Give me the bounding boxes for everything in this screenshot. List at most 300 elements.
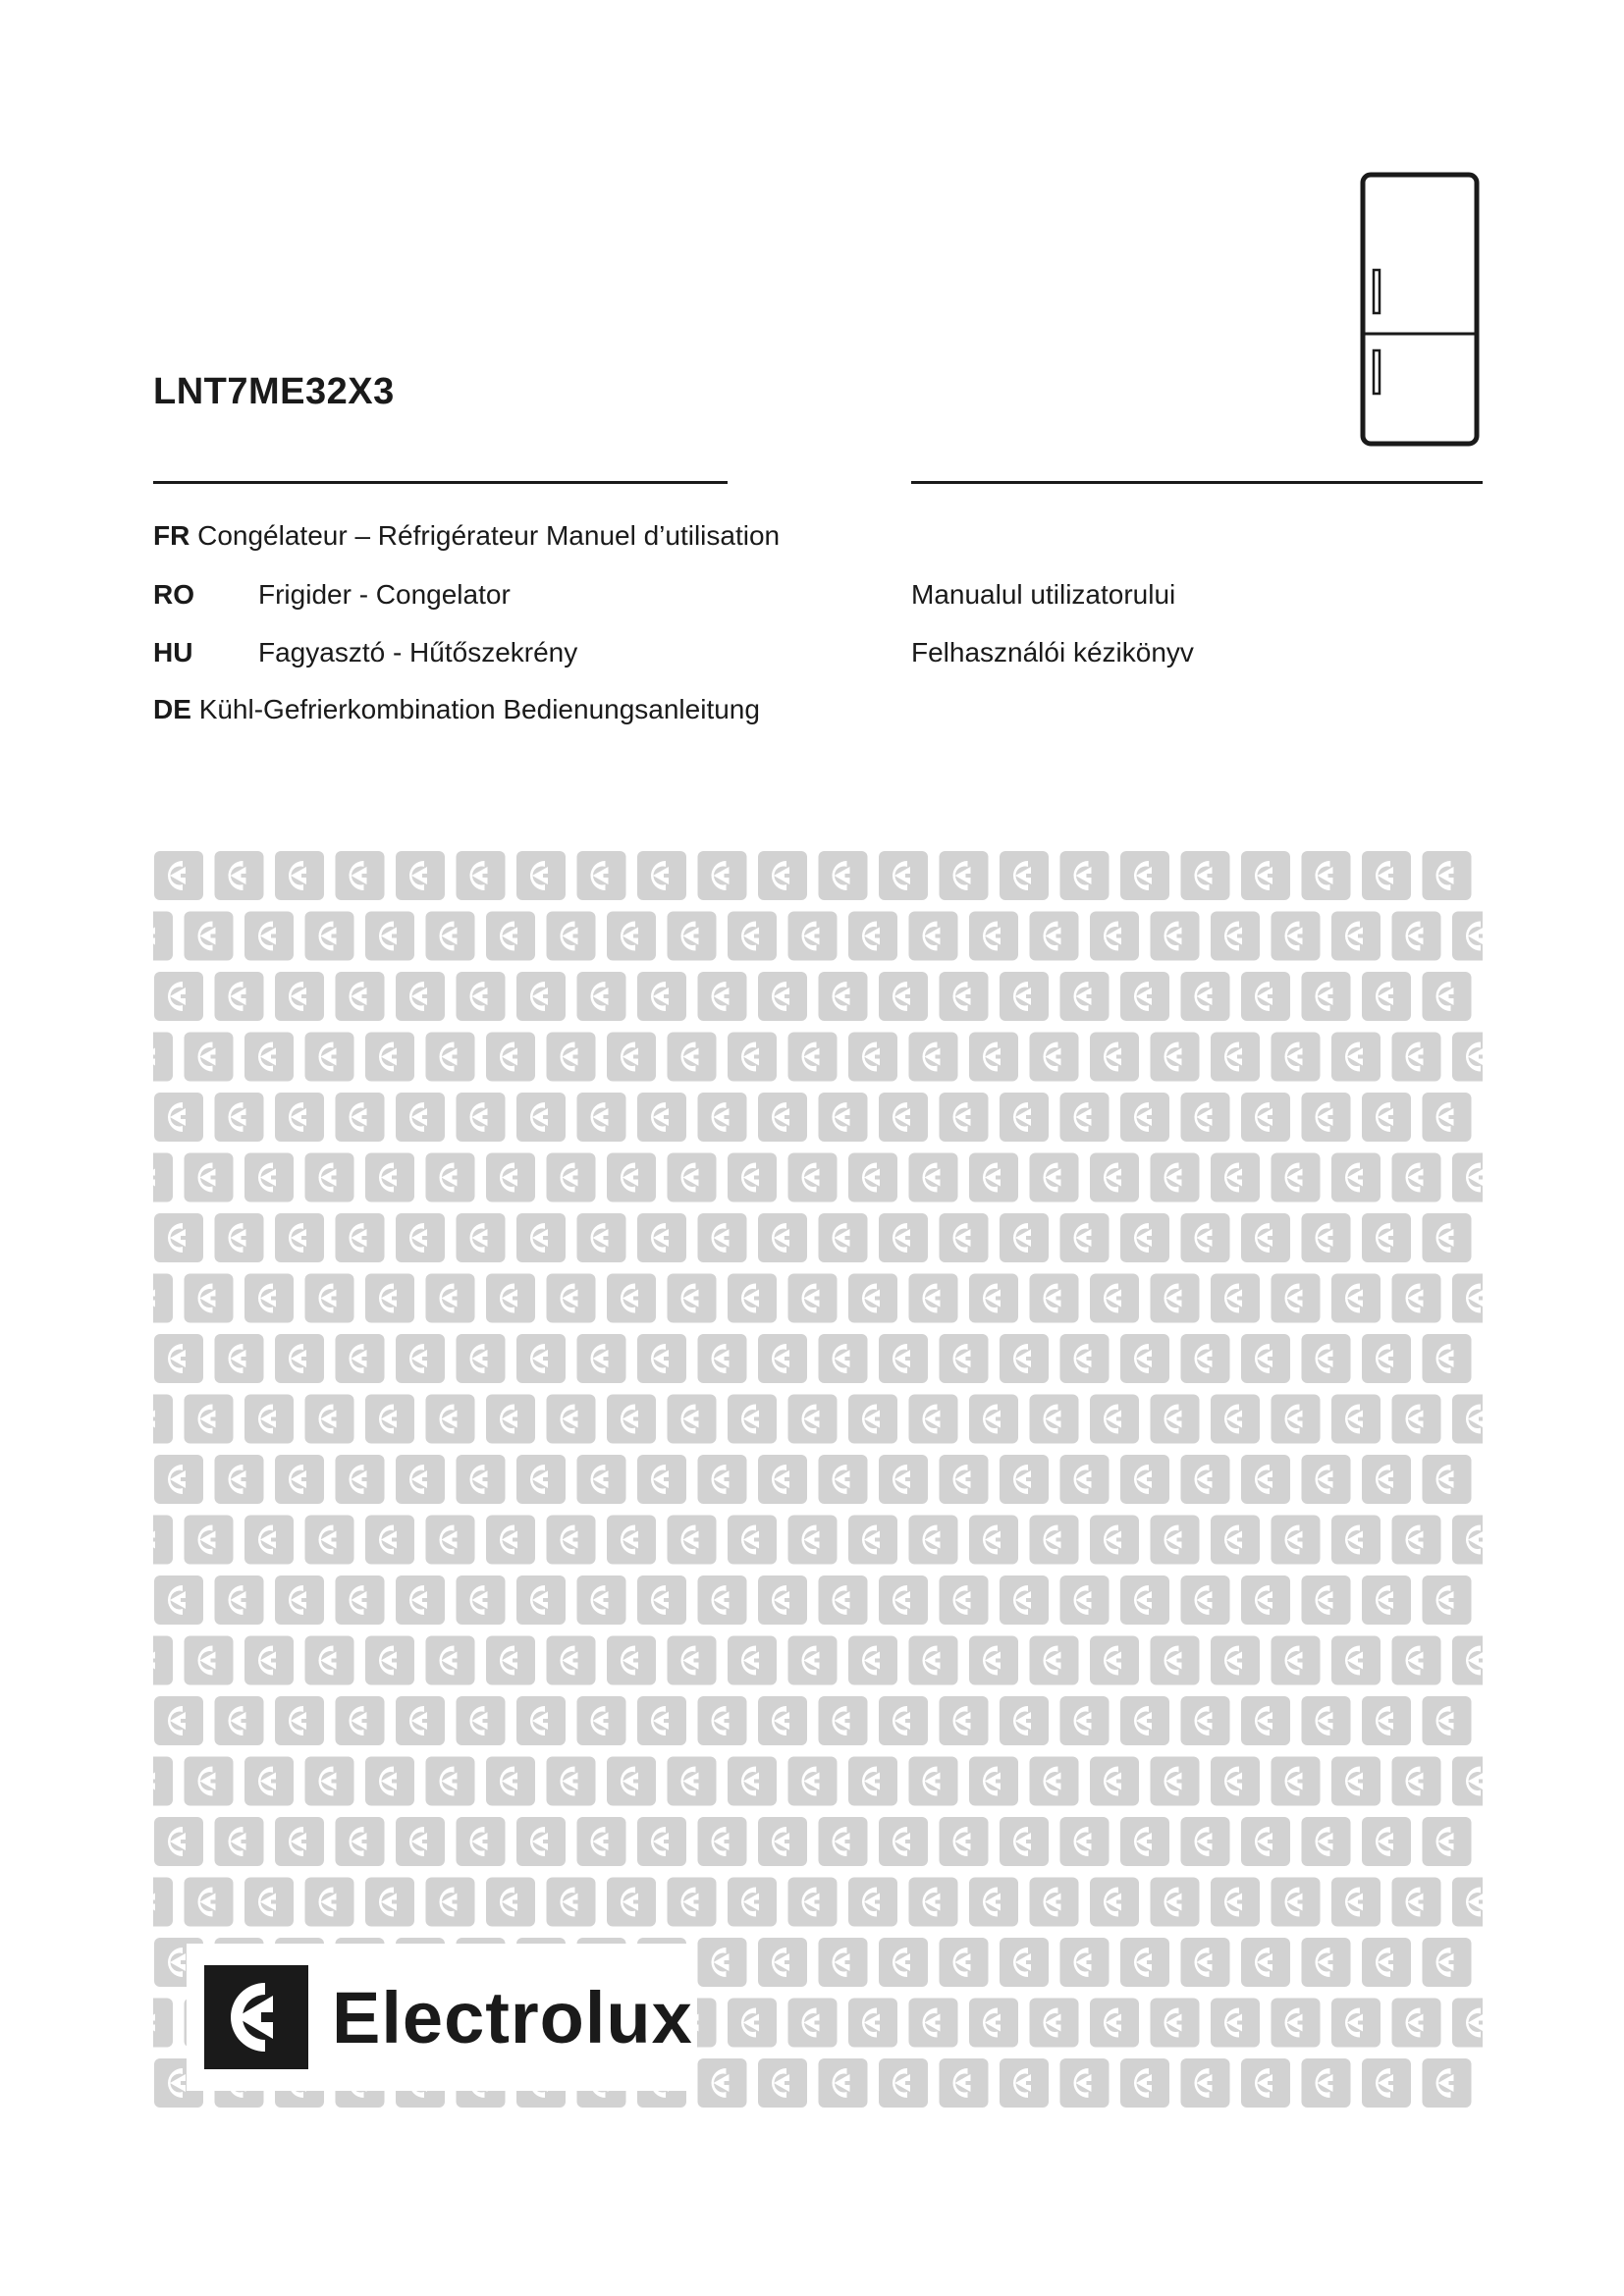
pattern-tile-icon [516, 1696, 566, 1745]
pattern-tile-icon [1302, 1817, 1351, 1866]
pattern-tile-icon [153, 1516, 173, 1565]
pattern-tile-icon [1362, 1213, 1411, 1262]
pattern-tile-icon [396, 972, 445, 1021]
pattern-tile-icon [879, 1455, 928, 1504]
pattern-tile-icon [1181, 1575, 1230, 1625]
pattern-tile-icon [457, 1213, 506, 1262]
pattern-tile-icon [1030, 1636, 1079, 1685]
pattern-tile-icon [1090, 1878, 1139, 1927]
pattern-tile-icon [336, 1455, 385, 1504]
pattern-tile-icon [154, 1334, 203, 1383]
pattern-tile-icon [336, 851, 385, 900]
pattern-tile-icon [244, 1395, 294, 1444]
pattern-tile-icon [909, 1636, 958, 1685]
pattern-tile-icon [1241, 1696, 1290, 1745]
pattern-tile-icon [1120, 1817, 1169, 1866]
pattern-tile-icon [1090, 1757, 1139, 1806]
pattern-tile-icon [788, 912, 838, 961]
language-code: DE [153, 694, 191, 724]
pattern-tile-icon [305, 1395, 354, 1444]
pattern-tile-icon [336, 1817, 385, 1866]
pattern-tile-icon [1423, 972, 1472, 1021]
pattern-tile-icon [215, 1696, 264, 1745]
pattern-tile-icon [154, 1455, 203, 1504]
pattern-tile-icon [1151, 1516, 1200, 1565]
pattern-tile-icon [1392, 1395, 1441, 1444]
pattern-tile-icon [1120, 972, 1169, 1021]
pattern-tile-icon [1120, 851, 1169, 900]
pattern-tile-icon [1060, 1696, 1110, 1745]
pattern-tile-icon [1211, 1516, 1260, 1565]
pattern-tile-icon [728, 1153, 777, 1202]
pattern-tile-icon [728, 1999, 777, 2048]
pattern-tile-icon [1392, 1757, 1441, 1806]
pattern-tile-icon [275, 972, 324, 1021]
pattern-tile-icon [1151, 1757, 1200, 1806]
pattern-tile-icon [758, 1575, 807, 1625]
pattern-tile-icon [244, 1033, 294, 1082]
pattern-tile-icon [1120, 1093, 1169, 1142]
pattern-tile-icon [879, 1938, 928, 1987]
pattern-tile-icon [728, 1033, 777, 1082]
pattern-tile-icon [1090, 1999, 1139, 2048]
pattern-tile-icon [457, 851, 506, 900]
language-line-de [153, 694, 760, 725]
pattern-tile-icon [1030, 1878, 1079, 1927]
pattern-tile-icon [1181, 851, 1230, 900]
pattern-tile-icon [1181, 972, 1230, 1021]
pattern-tile-icon [1302, 972, 1351, 1021]
pattern-tile-icon [1181, 1455, 1230, 1504]
pattern-tile-icon [637, 1455, 686, 1504]
pattern-tile-icon [1060, 2058, 1110, 2108]
pattern-tile-icon [154, 972, 203, 1021]
pattern-tile-icon [1241, 2058, 1290, 2108]
pattern-tile-icon [788, 1636, 838, 1685]
brand-logo [187, 1944, 697, 2091]
pattern-tile-icon [1241, 1455, 1290, 1504]
pattern-tile-icon [1362, 2058, 1411, 2108]
language-code: RO [153, 579, 194, 610]
pattern-tile-icon [336, 1213, 385, 1262]
pattern-tile-icon [577, 1817, 626, 1866]
pattern-tile-icon [728, 912, 777, 961]
pattern-tile-icon [396, 1696, 445, 1745]
pattern-tile-icon [486, 1153, 535, 1202]
pattern-tile-icon [275, 1334, 324, 1383]
pattern-tile-icon [848, 1878, 897, 1927]
pattern-tile-icon [215, 1817, 264, 1866]
pattern-tile-icon [848, 1395, 897, 1444]
pattern-tile-icon [1000, 1334, 1049, 1383]
pattern-tile-icon [1423, 1455, 1472, 1504]
pattern-tile-icon [336, 1093, 385, 1142]
pattern-tile-icon [1423, 851, 1472, 900]
pattern-tile-icon [1272, 1153, 1321, 1202]
pattern-tile-icon [305, 1033, 354, 1082]
language-line-ro [153, 579, 194, 611]
pattern-tile-icon [1272, 1757, 1321, 1806]
pattern-tile-icon [848, 1636, 897, 1685]
pattern-tile-icon [788, 1878, 838, 1927]
pattern-tile-icon [969, 1395, 1018, 1444]
pattern-tile-icon [969, 1274, 1018, 1323]
pattern-tile-icon [547, 1757, 596, 1806]
pattern-tile-icon [1030, 1274, 1079, 1323]
pattern-tile-icon [215, 1455, 264, 1504]
pattern-tile-icon [275, 851, 324, 900]
pattern-tile-icon [1272, 1999, 1321, 2048]
pattern-tile-icon [1241, 1817, 1290, 1866]
pattern-tile-icon [848, 1516, 897, 1565]
pattern-tile-icon [426, 1757, 475, 1806]
pattern-tile-icon [909, 1153, 958, 1202]
pattern-tile-icon [1392, 1878, 1441, 1927]
pattern-tile-icon [516, 1093, 566, 1142]
pattern-tile-icon [275, 1696, 324, 1745]
pattern-tile-icon [607, 1153, 656, 1202]
pattern-tile-icon [244, 1153, 294, 1202]
pattern-tile-icon [547, 1878, 596, 1927]
pattern-tile-icon [909, 1999, 958, 2048]
pattern-tile-icon [1241, 1938, 1290, 1987]
product-title: Kühl-Gefrierkombination Bedienungsanleitung [198, 694, 760, 724]
pattern-tile-icon [154, 851, 203, 900]
pattern-tile-icon [1272, 1636, 1321, 1685]
pattern-tile-icon [940, 1093, 989, 1142]
pattern-tile-icon [215, 851, 264, 900]
pattern-tile-icon [668, 912, 717, 961]
pattern-tile-icon [154, 1213, 203, 1262]
pattern-tile-icon [1331, 1395, 1380, 1444]
pattern-tile-icon [1452, 1274, 1483, 1323]
pattern-tile-icon [940, 1455, 989, 1504]
pattern-tile-icon [819, 972, 868, 1021]
pattern-tile-icon [336, 1696, 385, 1745]
language-code: FR [153, 520, 190, 551]
pattern-tile-icon [153, 1033, 173, 1082]
divider-left [153, 481, 728, 484]
pattern-tile-icon [819, 851, 868, 900]
pattern-tile-icon [1452, 1636, 1483, 1685]
pattern-tile-icon [788, 1999, 838, 2048]
pattern-tile-icon [516, 1575, 566, 1625]
pattern-tile-icon [1060, 1938, 1110, 1987]
pattern-tile-icon [1000, 851, 1049, 900]
pattern-tile-icon [185, 1274, 234, 1323]
pattern-tile-icon [1331, 1033, 1380, 1082]
pattern-tile-icon [969, 912, 1018, 961]
pattern-tile-icon [1000, 1696, 1049, 1745]
fridge-freezer-icon [1360, 172, 1480, 447]
pattern-tile-icon [1181, 1817, 1230, 1866]
pattern-tile-icon [365, 912, 414, 961]
pattern-tile-icon [1392, 1516, 1441, 1565]
pattern-tile-icon [1000, 1575, 1049, 1625]
pattern-tile-icon [185, 1153, 234, 1202]
pattern-tile-icon [758, 1696, 807, 1745]
pattern-tile-icon [788, 1033, 838, 1082]
pattern-tile-icon [1211, 1757, 1260, 1806]
pattern-tile-icon [516, 1213, 566, 1262]
pattern-tile-icon [788, 1757, 838, 1806]
model-title: LNT7ME32X3 [153, 371, 395, 412]
pattern-tile-icon [1090, 1033, 1139, 1082]
pattern-tile-icon [1452, 912, 1483, 961]
pattern-tile-icon [1452, 1999, 1483, 2048]
pattern-tile-icon [1331, 1999, 1380, 2048]
pattern-tile-icon [577, 1093, 626, 1142]
pattern-tile-icon [1060, 1817, 1110, 1866]
pattern-tile-icon [879, 851, 928, 900]
pattern-tile-icon [698, 1213, 747, 1262]
language-line-hu [153, 637, 192, 668]
pattern-tile-icon [940, 851, 989, 900]
pattern-tile-icon [153, 1636, 173, 1685]
pattern-tile-icon [788, 1516, 838, 1565]
pattern-tile-icon [1000, 972, 1049, 1021]
pattern-tile-icon [1000, 1455, 1049, 1504]
divider-right [911, 481, 1483, 484]
pattern-tile-icon [1120, 1575, 1169, 1625]
pattern-tile-icon [1392, 1274, 1441, 1323]
pattern-tile-icon [305, 912, 354, 961]
pattern-tile-icon [1090, 1395, 1139, 1444]
pattern-tile-icon [1241, 1093, 1290, 1142]
pattern-tile-icon [486, 1033, 535, 1082]
pattern-tile-icon [668, 1516, 717, 1565]
pattern-tile-icon [547, 912, 596, 961]
pattern-tile-icon [336, 1334, 385, 1383]
pattern-tile-icon [788, 1274, 838, 1323]
pattern-tile-icon [1151, 1878, 1200, 1927]
pattern-tile-icon [426, 1274, 475, 1323]
pattern-tile-icon [1423, 1334, 1472, 1383]
pattern-tile-icon [1331, 912, 1380, 961]
pattern-tile-icon [486, 1395, 535, 1444]
product-title-ro: Frigider - Congelator [258, 579, 511, 610]
pattern-tile-icon [637, 1093, 686, 1142]
pattern-tile-icon [244, 1516, 294, 1565]
pattern-tile-icon [1181, 2058, 1230, 2108]
electrolux-logo-icon [204, 1965, 308, 2069]
pattern-tile-icon [1090, 1516, 1139, 1565]
pattern-tile-icon [457, 1334, 506, 1383]
pattern-tile-icon [1452, 1395, 1483, 1444]
pattern-tile-icon [819, 1455, 868, 1504]
pattern-tile-icon [1060, 1334, 1110, 1383]
pattern-tile-icon [879, 1093, 928, 1142]
pattern-tile-icon [185, 912, 234, 961]
pattern-tile-icon [1272, 912, 1321, 961]
pattern-tile-icon [1302, 1696, 1351, 1745]
pattern-tile-icon [698, 2058, 747, 2108]
brand-name: Electrolux [332, 1977, 693, 2058]
pattern-tile-icon [1331, 1757, 1380, 1806]
pattern-tile-icon [1272, 1878, 1321, 1927]
pattern-tile-icon [426, 1516, 475, 1565]
pattern-tile-icon [698, 1575, 747, 1625]
pattern-tile-icon [728, 1274, 777, 1323]
pattern-tile-icon [154, 1575, 203, 1625]
pattern-tile-icon [637, 1213, 686, 1262]
pattern-tile-icon [1452, 1033, 1483, 1082]
pattern-tile-icon [698, 1334, 747, 1383]
pattern-tile-icon [909, 1395, 958, 1444]
pattern-tile-icon [698, 1093, 747, 1142]
pattern-tile-icon [275, 1455, 324, 1504]
pattern-tile-icon [758, 851, 807, 900]
pattern-tile-icon [1181, 1093, 1230, 1142]
pattern-tile-icon [547, 1395, 596, 1444]
pattern-tile-icon [788, 1153, 838, 1202]
pattern-tile-icon [516, 1455, 566, 1504]
pattern-tile-icon [486, 1636, 535, 1685]
pattern-tile-icon [457, 972, 506, 1021]
pattern-tile-icon [940, 972, 989, 1021]
pattern-tile-icon [1423, 1213, 1472, 1262]
pattern-tile-icon [848, 1033, 897, 1082]
pattern-tile-icon [1151, 1636, 1200, 1685]
pattern-tile-icon [336, 972, 385, 1021]
pattern-tile-icon [426, 1395, 475, 1444]
pattern-tile-icon [457, 1817, 506, 1866]
pattern-tile-icon [607, 1033, 656, 1082]
pattern-tile-icon [969, 1999, 1018, 2048]
pattern-tile-icon [1331, 1153, 1380, 1202]
pattern-tile-icon [486, 1516, 535, 1565]
pattern-tile-icon [637, 851, 686, 900]
pattern-tile-icon [1030, 1757, 1079, 1806]
pattern-tile-icon [1302, 2058, 1351, 2108]
pattern-tile-icon [728, 1516, 777, 1565]
pattern-tile-icon [1151, 1999, 1200, 2048]
pattern-tile-icon [1362, 972, 1411, 1021]
product-title-hu: Fagyasztó - Hűtőszekrény [258, 637, 578, 667]
pattern-tile-icon [215, 1093, 264, 1142]
pattern-tile-icon [1181, 1938, 1230, 1987]
pattern-tile-icon [879, 1334, 928, 1383]
pattern-tile-icon [244, 912, 294, 961]
pattern-tile-icon [698, 851, 747, 900]
pattern-tile-icon [244, 1636, 294, 1685]
pattern-tile-icon [547, 1636, 596, 1685]
pattern-tile-icon [305, 1274, 354, 1323]
pattern-tile-icon [305, 1153, 354, 1202]
pattern-tile-icon [940, 1696, 989, 1745]
pattern-tile-icon [1211, 1153, 1260, 1202]
pattern-tile-icon [486, 1878, 535, 1927]
pattern-tile-icon [185, 1878, 234, 1927]
pattern-tile-icon [1211, 1636, 1260, 1685]
pattern-tile-icon [1211, 1033, 1260, 1082]
pattern-tile-icon [1452, 1878, 1483, 1927]
pattern-tile-icon [1151, 1274, 1200, 1323]
pattern-tile-icon [1000, 1093, 1049, 1142]
pattern-tile-icon [185, 1033, 234, 1082]
pattern-tile-icon [1120, 1213, 1169, 1262]
pattern-tile-icon [637, 1575, 686, 1625]
manual-title-ro: Manualul utilizatorului [911, 579, 1176, 610]
pattern-tile-icon [698, 1817, 747, 1866]
pattern-tile-icon [153, 1999, 173, 2048]
pattern-tile-icon [1000, 2058, 1049, 2108]
pattern-tile-icon [1331, 1516, 1380, 1565]
pattern-tile-icon [1241, 1575, 1290, 1625]
pattern-tile-icon [153, 1395, 173, 1444]
pattern-tile-icon [607, 1395, 656, 1444]
pattern-tile-icon [154, 1817, 203, 1866]
pattern-tile-icon [1030, 1516, 1079, 1565]
pattern-tile-icon [879, 972, 928, 1021]
pattern-tile-icon [940, 1575, 989, 1625]
pattern-tile-icon [1302, 1575, 1351, 1625]
pattern-tile-icon [1362, 1093, 1411, 1142]
pattern-tile-icon [396, 1093, 445, 1142]
pattern-tile-icon [1423, 1575, 1472, 1625]
pattern-tile-icon [637, 1334, 686, 1383]
pattern-tile-icon [275, 1093, 324, 1142]
pattern-tile-icon [819, 1575, 868, 1625]
pattern-tile-icon [275, 1575, 324, 1625]
pattern-tile-icon [1452, 1153, 1483, 1202]
pattern-tile-icon [185, 1636, 234, 1685]
pattern-tile-icon [1030, 1395, 1079, 1444]
pattern-tile-icon [1060, 851, 1110, 900]
pattern-tile-icon [396, 1455, 445, 1504]
pattern-tile-icon [1423, 1696, 1472, 1745]
pattern-tile-icon [1302, 1455, 1351, 1504]
pattern-tile-icon [185, 1395, 234, 1444]
pattern-tile-icon [457, 1093, 506, 1142]
pattern-tile-icon [426, 912, 475, 961]
pattern-tile-icon [426, 1033, 475, 1082]
pattern-tile-icon [365, 1033, 414, 1082]
pattern-tile-icon [1362, 1575, 1411, 1625]
pattern-tile-icon [1120, 1455, 1169, 1504]
pattern-tile-icon [577, 972, 626, 1021]
pattern-tile-icon [607, 1636, 656, 1685]
pattern-tile-icon [969, 1033, 1018, 1082]
pattern-tile-icon [969, 1757, 1018, 1806]
pattern-tile-icon [1392, 1033, 1441, 1082]
pattern-tile-icon [305, 1757, 354, 1806]
pattern-tile-icon [1362, 1334, 1411, 1383]
pattern-tile-icon [1120, 1696, 1169, 1745]
pattern-tile-icon [1272, 1516, 1321, 1565]
pattern-tile-icon [577, 1696, 626, 1745]
pattern-tile-icon [758, 1093, 807, 1142]
pattern-tile-icon [848, 1274, 897, 1323]
pattern-tile-icon [336, 1575, 385, 1625]
pattern-tile-icon [1423, 1817, 1472, 1866]
pattern-tile-icon [365, 1636, 414, 1685]
pattern-tile-icon [275, 1213, 324, 1262]
pattern-tile-icon [909, 912, 958, 961]
pattern-tile-icon [607, 912, 656, 961]
pattern-tile-icon [1120, 1334, 1169, 1383]
pattern-tile-icon [1302, 1093, 1351, 1142]
pattern-tile-icon [758, 1817, 807, 1866]
pattern-tile-icon [1090, 912, 1139, 961]
pattern-tile-icon [1060, 972, 1110, 1021]
pattern-tile-icon [1181, 1213, 1230, 1262]
pattern-tile-icon [1362, 1696, 1411, 1745]
pattern-tile-icon [1241, 1334, 1290, 1383]
pattern-tile-icon [365, 1274, 414, 1323]
pattern-tile-icon [426, 1153, 475, 1202]
pattern-tile-icon [396, 1213, 445, 1262]
